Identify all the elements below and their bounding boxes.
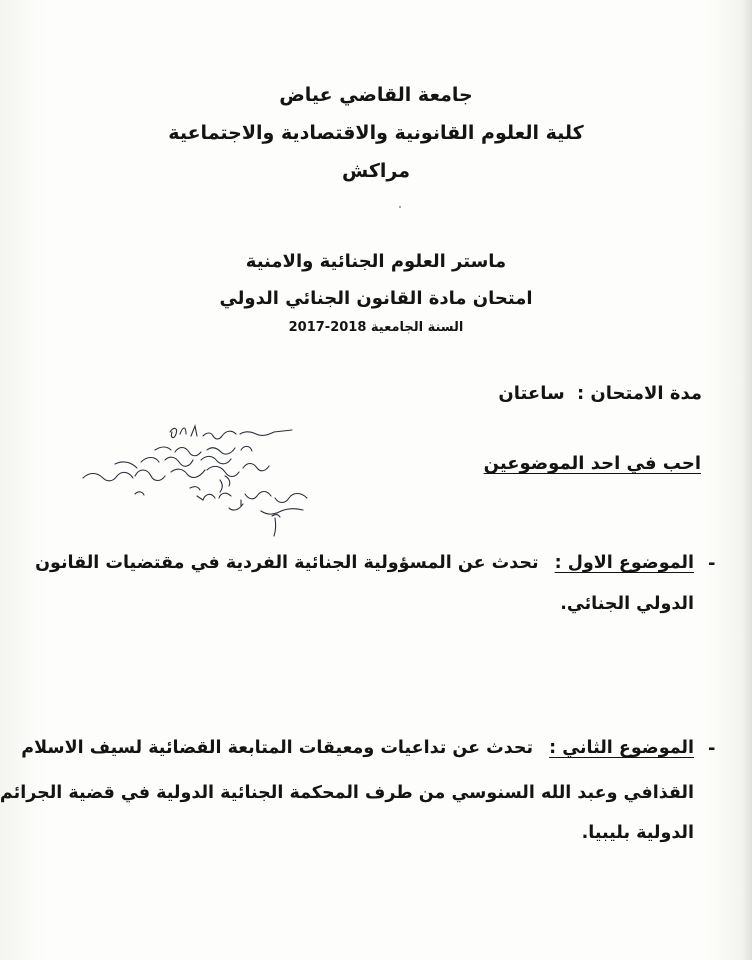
speck (399, 206, 401, 208)
topic-2-line-2: القذافي وعبد الله السنوسي من طرف المحكمة الجنائية الدولية في قضية الجرائم (0, 783, 694, 803)
exam-title: امتحان مادة القانون الجنائي الدولي (219, 288, 533, 309)
topic-2-text: تحدث عن تداعيات ومعيقات المتابعة القضائية لسيف الاسلام (21, 738, 534, 758)
topic-1-text: تحدث عن المسؤولية الجنائية الفردية في مقتضيات القانون (35, 553, 539, 573)
topic-1-line-1 (35, 553, 694, 573)
topic-1-label: الموضوع الاول : (554, 553, 694, 573)
instruction: احب في احد الموضوعين (483, 453, 701, 474)
topic-1-dash: - (708, 553, 716, 574)
academic-year (0, 320, 752, 335)
program-title: ماستر العلوم الجنائية والامنية (245, 251, 507, 272)
topic-1-line-2: الدولي الجنائي. (560, 594, 694, 614)
topic-2-dash: - (708, 738, 716, 759)
handwriting-scribble (75, 410, 315, 540)
exam-duration (498, 383, 702, 404)
topic-2-label: الموضوع الثاني : (549, 738, 694, 758)
academic-year-value: 2017-2018 (288, 320, 367, 335)
academic-year-label: السنة الجامعية (370, 320, 464, 335)
topic-2-line-3: الدولية بليبيا. (581, 823, 694, 843)
university-name: جامعة القاضي عياض (279, 84, 473, 106)
page-edge-shadow (742, 0, 752, 960)
handwritten-annotation (75, 410, 315, 540)
faculty-name: كلية العلوم القانونية والاقتصادية والاجتماعية (168, 122, 584, 144)
city-name: مراكش (341, 160, 410, 182)
topic-2-line-1 (21, 738, 694, 758)
duration-label: مدة الامتحان : (576, 383, 702, 404)
duration-value: ساعتان (498, 383, 565, 404)
